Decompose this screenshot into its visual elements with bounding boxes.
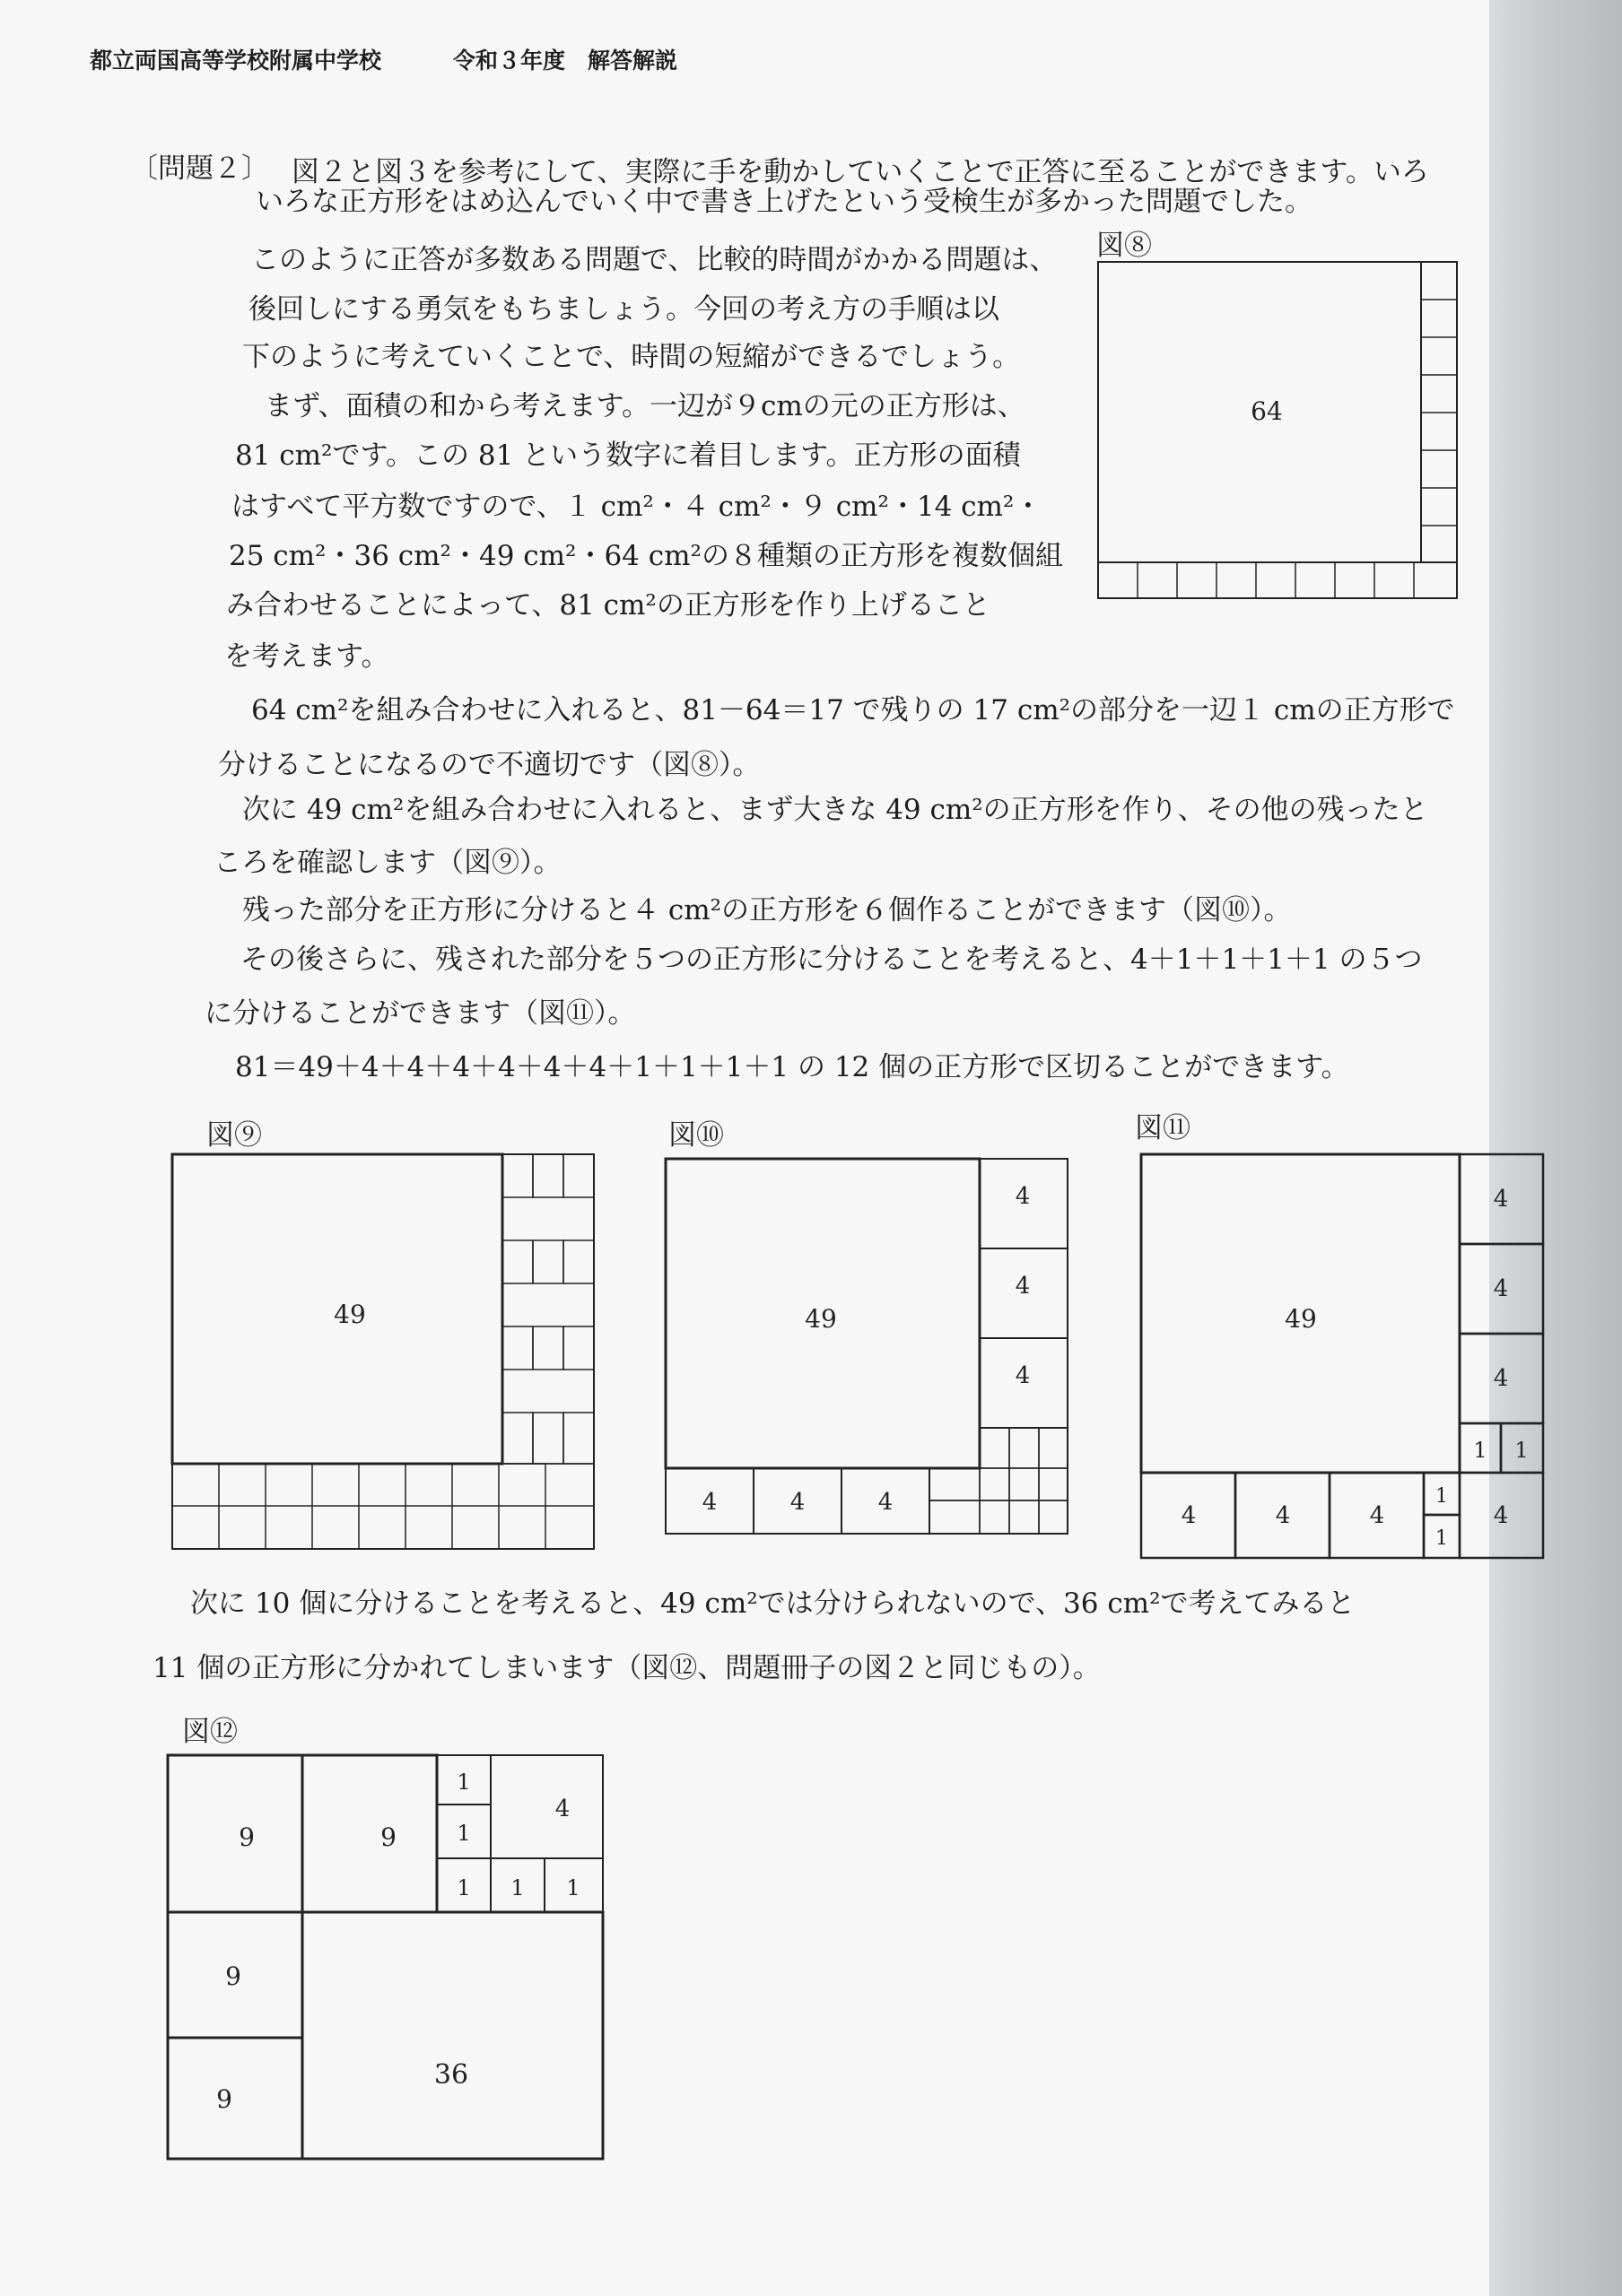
figure-11-area-1: 1	[1435, 1527, 1448, 1550]
figure-11-area-4: 4	[1181, 1502, 1197, 1529]
figure-12-area-9: 9	[380, 1822, 397, 1852]
figure-10-area-4: 4	[877, 1489, 894, 1516]
figure-9-area-49: 49	[334, 1300, 366, 1329]
figure-11-area-49: 49	[1285, 1304, 1317, 1334]
figure-11-area-4: 4	[1493, 1502, 1509, 1529]
figure-8-diagram	[1096, 260, 1469, 605]
figure-11-area-1: 1	[1473, 1438, 1487, 1463]
figure-10-label: 図⑩	[668, 1119, 724, 1152]
figure-11-area-1: 1	[1435, 1485, 1448, 1508]
figure-10-area-4: 4	[1015, 1273, 1031, 1300]
paragraph-line: 次に 10 個に分けることを考えると、49 cm²では分けられないので、36 cm²で考えてみると	[190, 1587, 1356, 1620]
page-edge	[1489, 0, 1622, 2296]
figure-12-area-4: 4	[554, 1796, 571, 1822]
paragraph-line: 81＝49＋4＋4＋4＋4＋4＋4＋1＋1＋1＋1 の 12 個の正方形で区切ることができます。	[235, 1051, 1349, 1083]
figure-12-area-36: 36	[433, 2059, 469, 2091]
paragraph-line: はすべて平方数ですので、１ cm²・４ cm²・９ cm²・14 cm²・	[231, 491, 1042, 523]
figure-12-diagram	[166, 1753, 610, 2166]
paragraph-line: その後さらに、残された部分を５つの正方形に分けることを考えると、4＋1＋1＋1＋1 の５つ	[240, 944, 1423, 976]
paragraph-line: を考えます。	[224, 640, 389, 673]
figure-12-area-9: 9	[216, 2084, 232, 2114]
figure-10-area-4: 4	[702, 1489, 718, 1516]
figure-11-area-4: 4	[1493, 1365, 1509, 1392]
paragraph-line: 後回しにする勇気をもちましょう。今回の考え方の手順は以	[249, 293, 999, 326]
figure-11-area-4: 4	[1493, 1186, 1509, 1213]
paragraph-line: いろな正方形をはめ込んでいく中で書き上げたという受検生が多かった問題でした。	[256, 186, 1312, 218]
figure-10-diagram	[664, 1157, 1077, 1552]
header-school: 都立両国高等学校附属中学校	[90, 48, 382, 74]
header-year-title: 令和３年度 解答解説	[453, 48, 678, 74]
figure-8-label: 図⑧	[1096, 230, 1152, 262]
paragraph-line: このように正答が多数ある問題で、比較的時間がかかる問題は、	[251, 244, 1058, 276]
figure-12-area-1: 1	[457, 1770, 471, 1795]
paragraph-line: 図２と図３を参考にして、実際に手を動かしていくことで正答に至ることができます。いろ	[292, 156, 1429, 188]
paragraph-line: 25 cm²・36 cm²・49 cm²・64 cm²の８種類の正方形を複数個組	[229, 540, 1063, 572]
paragraph-line: 次に 49 cm²を組み合わせに入れると、まず大きな 49 cm²の正方形を作り、その他の残ったと	[242, 794, 1428, 826]
paragraph-line: まず、面積の和から考えます。一辺が９cmの元の正方形は、	[265, 390, 1025, 422]
figure-12-label: 図⑫	[182, 1716, 238, 1748]
figure-9-diagram	[170, 1152, 601, 1556]
figure-12-area-1: 1	[510, 1875, 525, 1900]
figure-8-area-64: 64	[1251, 396, 1283, 426]
paragraph-line: 64 cm²を組み合わせに入れると、81－64＝17 で残りの 17 cm²の部分を一辺１ cmの正方形で	[251, 694, 1455, 726]
paragraph-line: 下のように考えていくことで、時間の短縮ができるでしょう。	[242, 341, 1021, 373]
figure-11-diagram	[1139, 1152, 1548, 1565]
paragraph-line: 11 個の正方形に分かれてしまいます（図⑫、問題冊子の図２と同じもの）。	[153, 1652, 1101, 1684]
figure-11-area-4: 4	[1369, 1502, 1385, 1529]
paragraph-line: 分けることになるので不適切です（図⑧）。	[218, 749, 761, 781]
paragraph-line: み合わせることによって、81 cm²の正方形を作り上げること	[226, 589, 990, 622]
paragraph-line: 残った部分を正方形に分けると４ cm²の正方形を６個作ることができます（図⑩）。	[242, 894, 1292, 926]
figure-11-label: 図⑪	[1135, 1112, 1190, 1144]
figure-12-area-9: 9	[225, 1961, 241, 1991]
figure-9-label: 図⑨	[206, 1119, 262, 1152]
figure-10-area-4: 4	[789, 1489, 806, 1516]
figure-12-area-1: 1	[457, 1821, 471, 1846]
figure-12-area-9: 9	[239, 1822, 255, 1852]
figure-11-area-4: 4	[1493, 1275, 1509, 1302]
paragraph-line: 81 cm²です。この 81 という数字に着目します。正方形の面積	[235, 439, 1021, 472]
paragraph-line: に分けることができます（図⑪）。	[205, 997, 636, 1030]
figure-10-area-4: 4	[1015, 1183, 1031, 1210]
paragraph-line: ころを確認します（図⑨）。	[214, 847, 562, 879]
figure-12-area-1: 1	[566, 1875, 580, 1900]
figure-11-area-4: 4	[1275, 1502, 1291, 1529]
problem-label: 〔問題２〕	[130, 152, 269, 185]
figure-11-area-1: 1	[1514, 1438, 1529, 1463]
figure-12-area-1: 1	[457, 1875, 471, 1900]
figure-10-area-4: 4	[1015, 1362, 1031, 1389]
figure-10-area-49: 49	[805, 1304, 837, 1334]
